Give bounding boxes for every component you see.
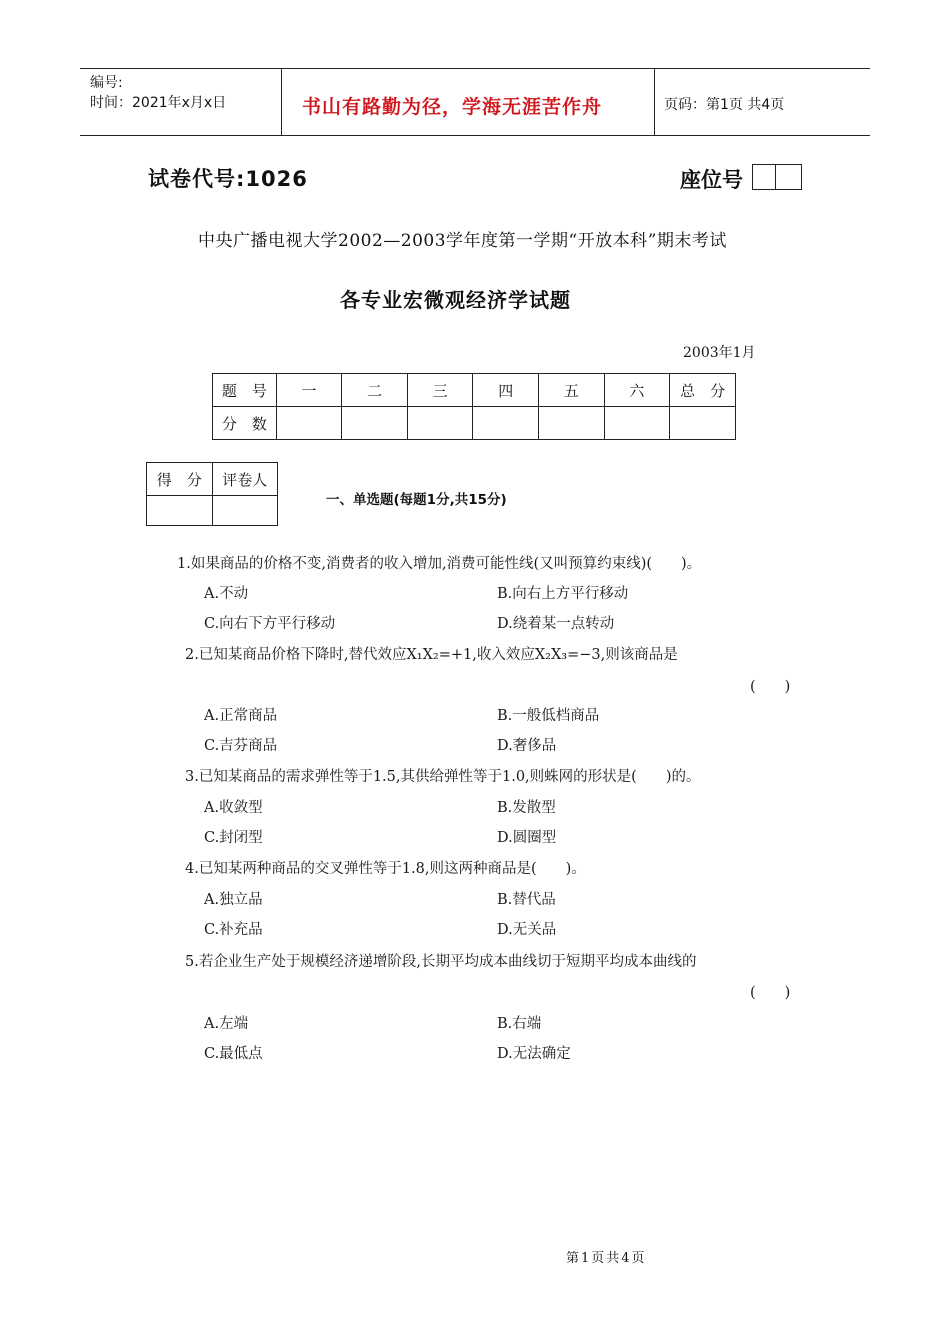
score-col-3: 三 [407, 374, 473, 407]
grader-score-cell[interactable] [147, 496, 213, 526]
question-2-stem: 2.已知某商品价格下降时,替代效应X₁X₂=+1,收入效应X₂X₃=−3,则该商品是 [185, 647, 678, 663]
exam-institution-line: 中央广播电视大学2002—2003学年度第一学期“开放本科”期末考试 [198, 231, 727, 251]
score-row-label: 分 数 [213, 407, 277, 440]
score-cell[interactable] [342, 407, 408, 440]
exam-date: 2003年1月 [683, 345, 756, 361]
question-4-stem: 4.已知某两种商品的交叉弹性等于1.8,则这两种商品是( )。 [185, 861, 586, 877]
question-4-option-c[interactable]: C.补充品 [204, 922, 263, 938]
question-5-option-d[interactable]: D.无法确定 [497, 1046, 571, 1062]
header-bottom-rule [80, 135, 870, 136]
score-cell[interactable] [473, 407, 539, 440]
score-cell[interactable] [670, 407, 736, 440]
seat-number-box[interactable] [752, 164, 802, 190]
question-1-stem: 1.如果商品的价格不变,消费者的收入增加,消费可能性线(又叫预算约束线)( )。 [177, 556, 702, 572]
question-1-option-a[interactable]: A.不动 [204, 586, 249, 602]
question-2-option-a[interactable]: A.正常商品 [204, 708, 278, 724]
score-table [212, 373, 736, 440]
question-2-answer-blank: ( ) [750, 679, 791, 695]
question-5-option-c[interactable]: C.最低点 [204, 1046, 263, 1062]
question-4-option-d[interactable]: D.无关品 [497, 922, 557, 938]
header-divider-2 [654, 68, 655, 135]
question-5-option-b[interactable]: B.右端 [497, 1016, 542, 1032]
question-4-option-a[interactable]: A.独立品 [204, 892, 263, 908]
score-cell[interactable] [539, 407, 605, 440]
section-heading: 一、单选题(每题1分,共15分) [326, 492, 507, 508]
score-table-header-row [213, 374, 736, 407]
grader-table [146, 462, 278, 526]
header-page-info: 页码：第1页 共4页 [664, 97, 785, 113]
grader-score-label: 得 分 [147, 463, 213, 496]
question-1-option-d[interactable]: D.绕着某一点转动 [497, 616, 615, 632]
score-cell[interactable] [407, 407, 473, 440]
score-col-4: 四 [473, 374, 539, 407]
question-3-option-b[interactable]: B.发散型 [497, 800, 556, 816]
question-5-answer-blank: ( ) [750, 985, 791, 1001]
score-col-label: 题 号 [213, 374, 277, 407]
question-2-option-c[interactable]: C.吉芬商品 [204, 738, 278, 754]
score-cell[interactable] [604, 407, 670, 440]
score-col-5: 五 [539, 374, 605, 407]
question-3-option-a[interactable]: A.收敛型 [204, 800, 263, 816]
question-2-option-d[interactable]: D.奢侈品 [497, 738, 557, 754]
question-3-option-c[interactable]: C.封闭型 [204, 830, 263, 846]
paper-code: 试卷代号:1026 [148, 167, 308, 191]
exam-title: 各专业宏微观经济学试题 [340, 288, 571, 312]
score-col-1: 一 [276, 374, 342, 407]
header-motto: 书山有路勤为径，学海无涯苦作舟 [302, 96, 603, 118]
header-divider-1 [281, 68, 282, 135]
header-top-rule [80, 68, 870, 69]
seat-label: 座位号 [680, 168, 743, 192]
page-footer: 第1页共4页 [566, 1251, 647, 1266]
header-number-label: 编号: [90, 75, 123, 91]
question-5-stem: 5.若企业生产处于规模经济递增阶段,长期平均成本曲线切于短期平均成本曲线的 [185, 954, 697, 970]
score-col-2: 二 [342, 374, 408, 407]
grader-name-cell[interactable] [212, 496, 277, 526]
question-5-option-a[interactable]: A.左端 [204, 1016, 249, 1032]
grader-name-label: 评卷人 [212, 463, 277, 496]
score-col-6: 六 [604, 374, 670, 407]
header-time-label: 时间：2021年x月x日 [90, 95, 227, 111]
score-col-total: 总 分 [670, 374, 736, 407]
question-3-stem: 3.已知某商品的需求弹性等于1.5,其供给弹性等于1.0,则蛛网的形状是( )的。 [185, 769, 701, 785]
question-3-option-d[interactable]: D.圆圈型 [497, 830, 557, 846]
score-cell[interactable] [276, 407, 342, 440]
question-1-option-b[interactable]: B.向右上方平行移动 [497, 586, 629, 602]
score-table-value-row [213, 407, 736, 440]
question-1-option-c[interactable]: C.向右下方平行移动 [204, 616, 336, 632]
question-2-option-b[interactable]: B.一般低档商品 [497, 708, 600, 724]
question-4-option-b[interactable]: B.替代品 [497, 892, 556, 908]
